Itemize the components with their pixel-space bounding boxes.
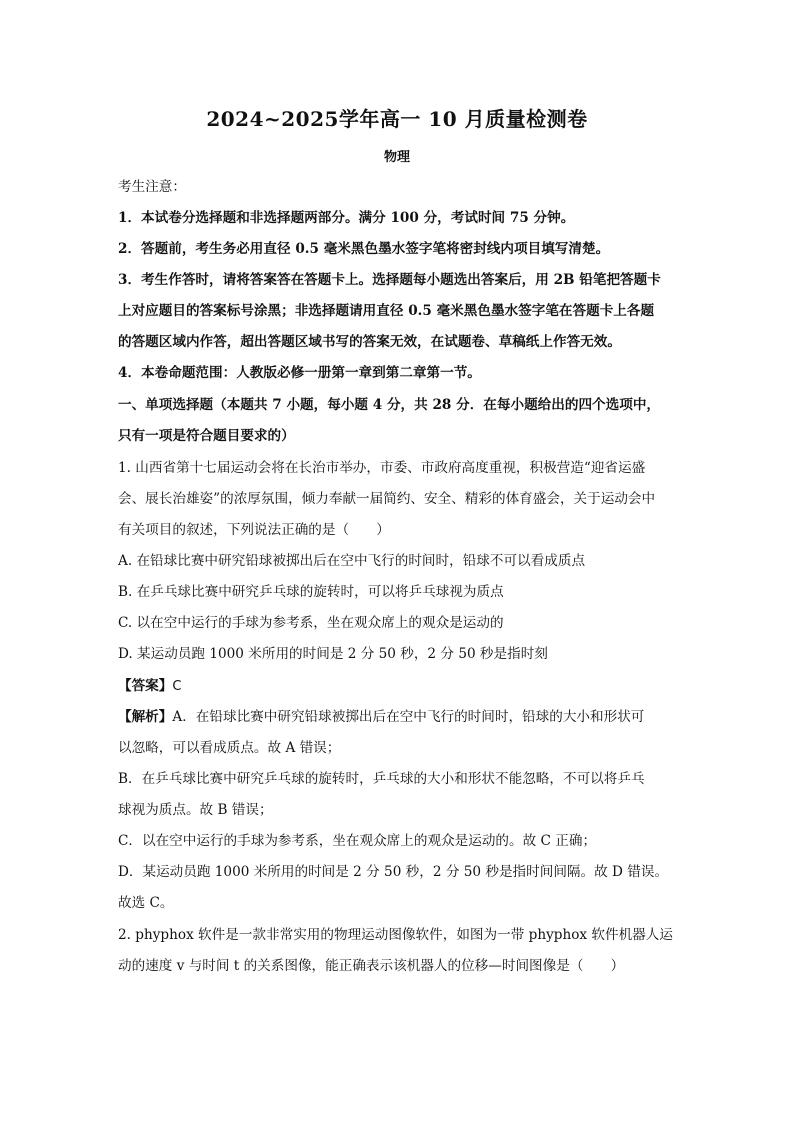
q1-analysis-line-3: B．在乒乓球比赛中研究乒乓球的旋转时，乒乓球的大小和形状不能忽略，不可以将乒乓 xyxy=(118,771,645,787)
q1-analysis-line-2: 以忽略，可以看成质点。故 A 错误； xyxy=(118,740,341,756)
q2-stem-line-1: 2. phyphox 软件是一款非常实用的物理运动图像软件，如图为一带 phyphox 软件机器人运 xyxy=(118,927,673,943)
q1-stem-line-1: 1. 山西省第十七届运动会将在长治市举办，市委、市政府高度重视，积极营造“迎省运盛 xyxy=(118,460,646,476)
section-heading-1: 一、单项选择题（本题共 7 小题，每小题 4 分，共 28 分．在每小题给出的四个选项中， xyxy=(118,397,661,413)
answer-value: C xyxy=(172,679,182,694)
q1-option-d: D. 某运动员跑 1000 米所用的时间是 2 分 50 秒，2 分 50 秒是指时刻 xyxy=(118,646,548,662)
q1-stem-line-3: 有关项目的叙述，下列说法正确的是（ ） xyxy=(118,522,390,538)
q1-analysis-line-4: 球视为质点。故 B 错误； xyxy=(118,802,273,818)
section-heading-2: 只有一项是符合题目要求的） xyxy=(118,428,295,444)
analysis-label: 【解析】 xyxy=(118,709,173,725)
q1-answer xyxy=(118,677,688,696)
q1-option-c: C. 以在空中运行的手球为参考系，坐在观众席上的观众是运动的 xyxy=(118,615,504,631)
notice-item-2: 2．答题前，考生务必用直径 0.5 毫米黑色墨水签字笔将密封线内项目填写清楚。 xyxy=(118,241,610,257)
q1-analysis-line-6: D．某运动员跑 1000 米所用的时间是 2 分 50 秒，2 分 50 秒是指时间间隔。故 D 错误。 xyxy=(118,864,669,880)
notice-heading: 考生注意： xyxy=(118,179,186,195)
exam-title: 2024~2025学年高一 10 月质量检测卷 xyxy=(206,107,588,131)
q1-analysis-line-1 xyxy=(118,708,688,726)
q2-stem-line-2: 动的速度 v 与时间 t 的关系图像，能正确表示该机器人的位移—时间图像是（ ） xyxy=(118,958,625,974)
notice-item-3-cont-1: 上对应题目的答案标号涂黑；非选择题请用直径 0.5 毫米黑色墨水签字笔在答题卡上各题 xyxy=(118,303,655,319)
q1-option-b: B. 在乒乓球比赛中研究乒乓球的旋转时，可以将乒乓球视为质点 xyxy=(118,584,504,600)
notice-item-4: 4．本卷命题范围：人教版必修一册第一章到第二章第一节。 xyxy=(118,365,481,381)
answer-label: 【答案】 xyxy=(118,678,173,694)
q1-option-a: A. 在铅球比赛中研究铅球被掷出后在空中飞行的时间时，铅球不可以看成质点 xyxy=(118,553,586,569)
analysis-text-1: A．在铅球比赛中研究铅球被掷出后在空中飞行的时间时，铅球的大小和形状可 xyxy=(172,709,645,725)
notice-item-3: 3．考生作答时，请将答案答在答题卡上。选择题每小题选出答案后，用 2B 铅笔把答题卡 xyxy=(118,272,661,288)
notice-item-3-cont-2: 的答题区域内作答，超出答题区域书写的答案无效，在试题卷、草稿纸上作答无效。 xyxy=(118,334,621,350)
q1-stem-line-2: 会、展长治雄姿”的浓厚氛围，倾力奉献一届简约、安全、精彩的体育盛会，关于运动会中 xyxy=(118,491,656,507)
exam-subject: 物理 xyxy=(383,150,410,165)
q1-analysis-line-5: C．以在空中运行的手球为参考系，坐在观众席上的观众是运动的。故 C 正确； xyxy=(118,833,597,849)
notice-item-1: 1．本试卷分选择题和非选择题两部分。满分 100 分，考试时间 75 分钟。 xyxy=(118,210,575,226)
q1-conclusion: 故选 C。 xyxy=(118,895,174,911)
